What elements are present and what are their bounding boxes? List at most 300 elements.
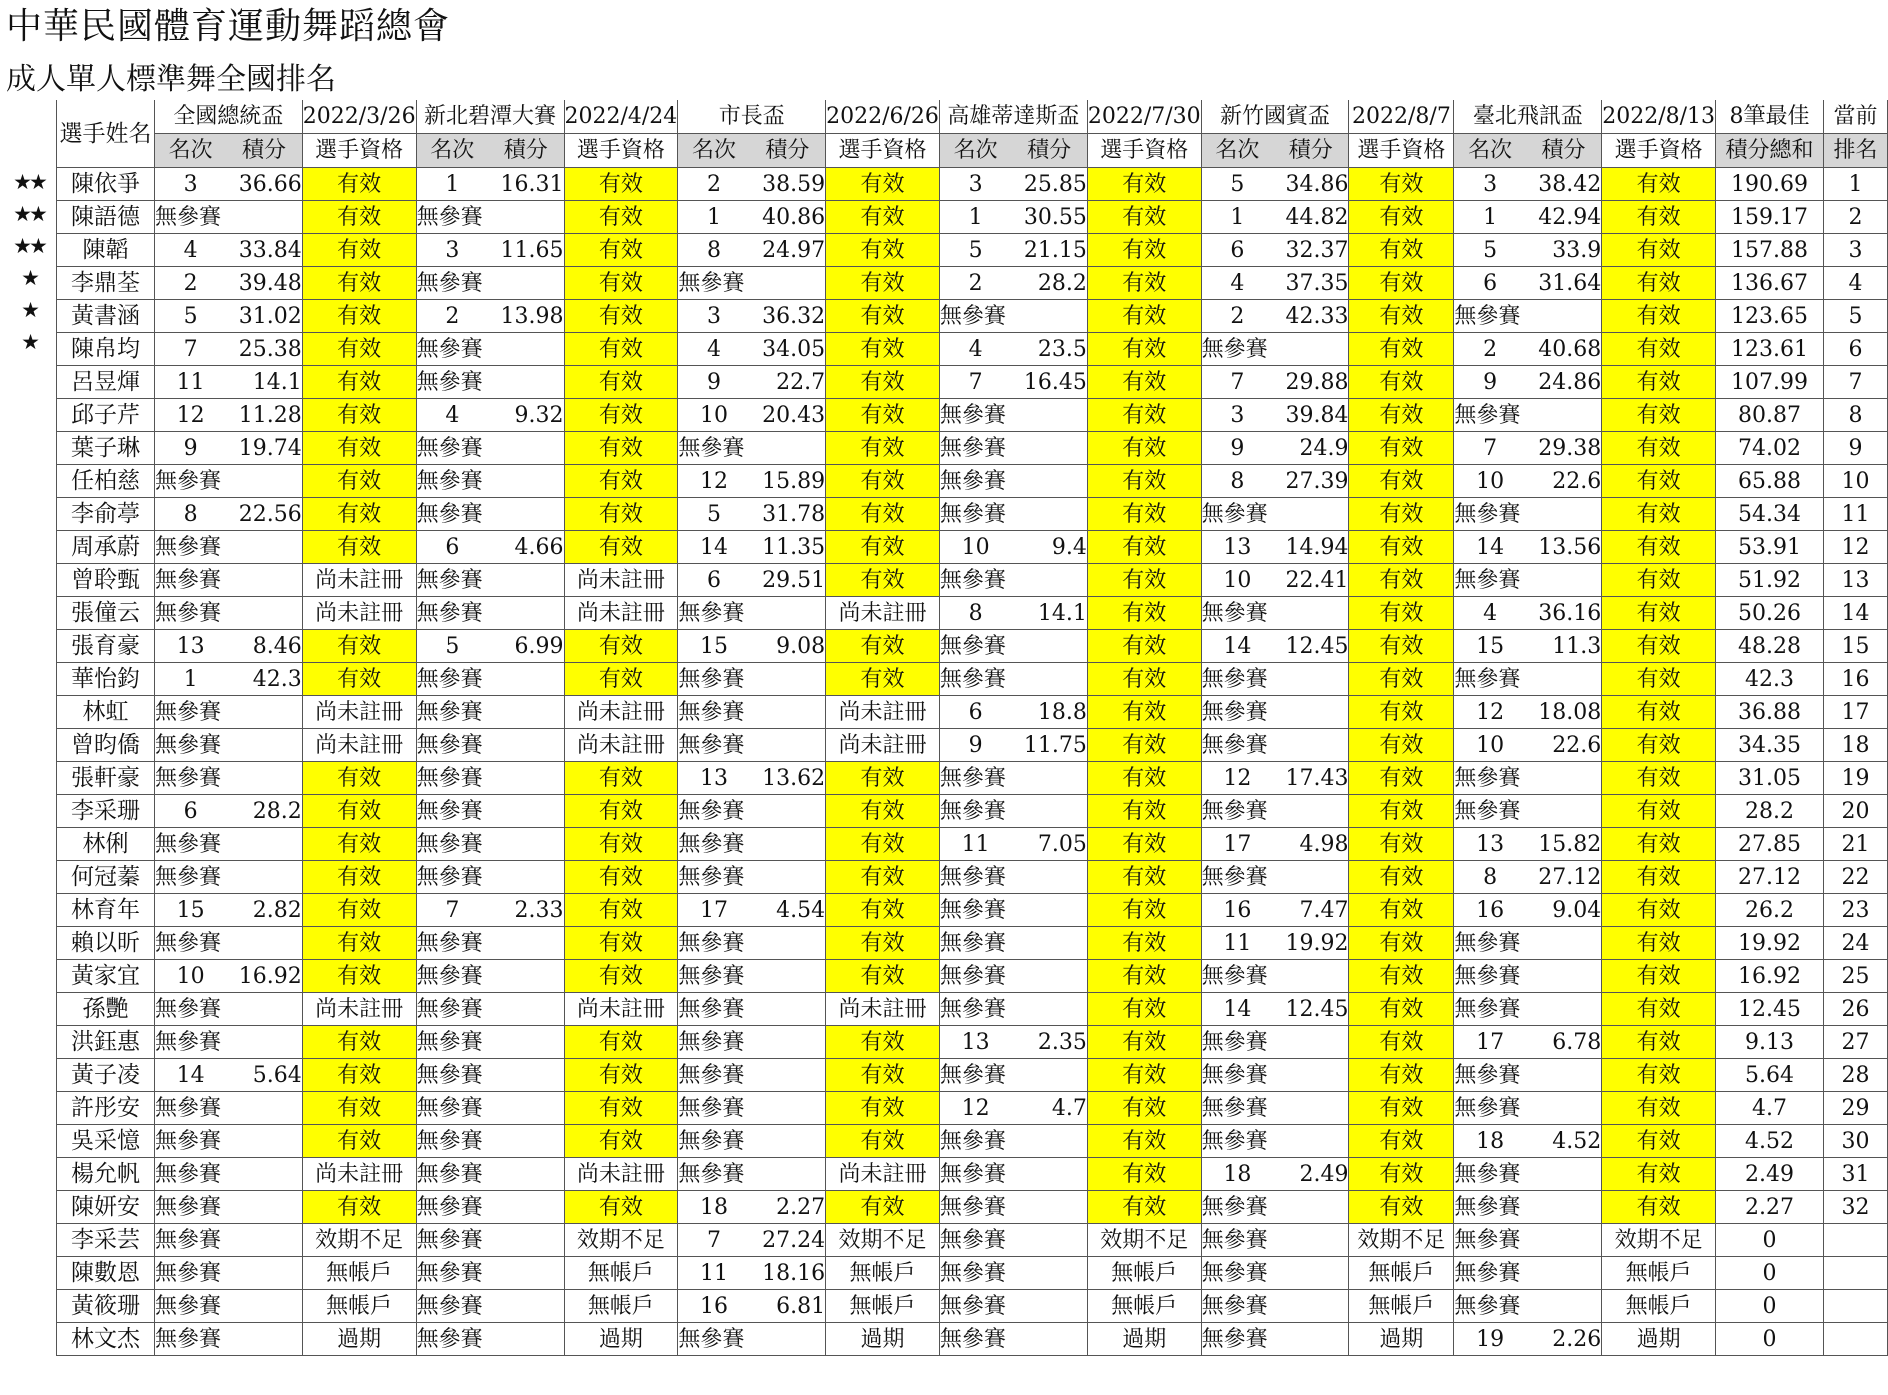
points-cell: 27.12	[1526, 861, 1602, 894]
eligibility-cell: 尚未註冊	[826, 597, 940, 630]
eligibility-cell: 有效	[826, 795, 940, 828]
no-entry-cell: 無參賽	[939, 465, 1087, 498]
player-name: 孫艷	[57, 993, 155, 1026]
no-entry-cell: 無參賽	[154, 927, 302, 960]
placement-cell: 14	[1201, 993, 1273, 1026]
table-row	[57, 1257, 1888, 1290]
no-entry-cell: 無參賽	[154, 1026, 302, 1059]
eligibility-cell: 有效	[1087, 630, 1201, 663]
eligibility-cell: 有效	[564, 234, 678, 267]
eligibility-cell: 有效	[826, 267, 940, 300]
eligibility-cell: 尚未註冊	[826, 696, 940, 729]
table-row	[57, 399, 1888, 432]
current-rank-cell: 23	[1823, 894, 1887, 927]
eligibility-cell: 有效	[302, 366, 416, 399]
eligibility-cell: 無帳戶	[302, 1257, 416, 1290]
eligibility-cell: 無帳戶	[1087, 1257, 1201, 1290]
placement-cell: 14	[154, 1059, 226, 1092]
points-cell: 42.94	[1526, 201, 1602, 234]
player-name: 陳數恩	[57, 1257, 155, 1290]
points-cell: 12.45	[1273, 993, 1349, 1026]
current-rank-cell: 1	[1823, 168, 1887, 201]
no-entry-cell: 無參賽	[1454, 1191, 1602, 1224]
player-name: 李俞葶	[57, 498, 155, 531]
player-name: 邱子芹	[57, 399, 155, 432]
event-date-header: 2022/8/7	[1349, 100, 1454, 134]
eligibility-cell: 有效	[1349, 630, 1454, 663]
no-entry-cell: 無參賽	[1201, 1290, 1349, 1323]
eligibility-cell: 有效	[1087, 168, 1201, 201]
table-row	[57, 432, 1888, 465]
eligibility-cell: 有效	[826, 1125, 940, 1158]
no-entry-cell: 無參賽	[1454, 498, 1602, 531]
eligibility-cell: 過期	[1087, 1323, 1201, 1356]
eligibility-cell: 有效	[1087, 267, 1201, 300]
eligibility-cell: 無帳戶	[1349, 1257, 1454, 1290]
eligibility-cell: 有效	[302, 1026, 416, 1059]
eligibility-cell: 有效	[564, 531, 678, 564]
eligibility-cell: 有效	[826, 300, 940, 333]
table-row	[57, 762, 1888, 795]
placement-cell: 2	[678, 168, 750, 201]
points-subheader: 積分	[1526, 134, 1602, 168]
best-total-cell: 74.02	[1716, 432, 1824, 465]
no-entry-cell: 無參賽	[939, 1059, 1087, 1092]
eligibility-cell: 有效	[1087, 366, 1201, 399]
eligibility-cell: 有效	[1087, 1059, 1201, 1092]
no-entry-cell: 無參賽	[939, 663, 1087, 696]
player-name: 曾昀僑	[57, 729, 155, 762]
eligibility-cell: 有效	[1602, 894, 1716, 927]
placement-cell: 17	[1201, 828, 1273, 861]
eligibility-cell: 有效	[1087, 762, 1201, 795]
table-row	[57, 597, 1888, 630]
no-entry-cell: 無參賽	[678, 828, 826, 861]
placement-cell: 11	[1201, 927, 1273, 960]
star-rating: ★★	[13, 202, 45, 226]
eligibility-cell: 有效	[826, 1191, 940, 1224]
placement-cell: 4	[678, 333, 750, 366]
points-cell: 4.54	[750, 894, 826, 927]
player-name: 吳采憶	[57, 1125, 155, 1158]
player-name: 曾聆甄	[57, 564, 155, 597]
points-cell: 2.27	[750, 1191, 826, 1224]
eligibility-cell: 無帳戶	[826, 1257, 940, 1290]
player-name: 陳依爭	[57, 168, 155, 201]
eligibility-cell: 有效	[1349, 465, 1454, 498]
no-entry-cell: 無參賽	[154, 531, 302, 564]
points-cell: 28.2	[1011, 267, 1087, 300]
points-cell: 36.32	[750, 300, 826, 333]
points-cell: 16.92	[226, 960, 302, 993]
table-row	[57, 1224, 1888, 1257]
current-rank-cell: 12	[1823, 531, 1887, 564]
star-rating: ★★	[13, 234, 45, 258]
eligibility-cell: 過期	[1349, 1323, 1454, 1356]
eligibility-cell: 有效	[1602, 597, 1716, 630]
no-entry-cell: 無參賽	[1454, 1224, 1602, 1257]
points-cell: 31.78	[750, 498, 826, 531]
no-entry-cell: 無參賽	[416, 564, 564, 597]
placement-cell: 6	[1201, 234, 1273, 267]
placement-cell: 1	[939, 201, 1011, 234]
placement-cell: 12	[1454, 696, 1526, 729]
current-rank-cell: 21	[1823, 828, 1887, 861]
no-entry-cell: 無參賽	[678, 597, 826, 630]
eligibility-cell: 有效	[826, 498, 940, 531]
no-entry-cell: 無參賽	[154, 1191, 302, 1224]
no-entry-cell: 無參賽	[939, 993, 1087, 1026]
no-entry-cell: 無參賽	[416, 861, 564, 894]
current-rank-cell: 13	[1823, 564, 1887, 597]
no-entry-cell: 無參賽	[1454, 300, 1602, 333]
placement-cell: 1	[678, 201, 750, 234]
table-row	[57, 993, 1888, 1026]
eligibility-cell: 有效	[1349, 267, 1454, 300]
best-total-cell: 50.26	[1716, 597, 1824, 630]
best-total-cell: 27.12	[1716, 861, 1824, 894]
points-cell: 9.4	[1011, 531, 1087, 564]
placement-cell: 16	[1201, 894, 1273, 927]
placement-cell: 4	[939, 333, 1011, 366]
placement-cell: 15	[678, 630, 750, 663]
points-cell: 8.46	[226, 630, 302, 663]
table-row	[57, 894, 1888, 927]
placement-cell: 2	[1201, 300, 1273, 333]
table-row	[57, 333, 1888, 366]
eligibility-cell: 有效	[826, 366, 940, 399]
header-row-events	[57, 100, 1888, 134]
no-entry-cell: 無參賽	[1454, 399, 1602, 432]
player-name: 呂昱煇	[57, 366, 155, 399]
points-cell: 2.26	[1526, 1323, 1602, 1356]
points-cell: 2.49	[1273, 1158, 1349, 1191]
eligibility-cell: 有效	[1087, 1092, 1201, 1125]
no-entry-cell: 無參賽	[416, 432, 564, 465]
no-entry-cell: 無參賽	[1201, 696, 1349, 729]
eligibility-cell: 有效	[1349, 795, 1454, 828]
placement-cell: 8	[678, 234, 750, 267]
points-cell: 22.56	[226, 498, 302, 531]
points-cell: 2.35	[1011, 1026, 1087, 1059]
best-total-cell: 12.45	[1716, 993, 1824, 1026]
eligibility-cell: 有效	[564, 960, 678, 993]
eligibility-cell: 有效	[826, 960, 940, 993]
eligibility-cell: 有效	[826, 828, 940, 861]
table-row	[57, 927, 1888, 960]
current-rank-cell: 7	[1823, 366, 1887, 399]
player-name: 李鼎荃	[57, 267, 155, 300]
eligibility-cell: 有效	[1349, 960, 1454, 993]
points-cell: 6.81	[750, 1290, 826, 1323]
eligibility-cell: 有效	[302, 861, 416, 894]
event-date-header: 2022/6/26	[826, 100, 940, 134]
table-row	[57, 960, 1888, 993]
points-cell: 37.35	[1273, 267, 1349, 300]
no-entry-cell: 無參賽	[939, 1158, 1087, 1191]
placement-cell: 14	[1454, 531, 1526, 564]
placement-cell: 7	[1201, 366, 1273, 399]
eligibility-cell: 無帳戶	[302, 1290, 416, 1323]
eligibility-cell: 有效	[564, 498, 678, 531]
no-entry-cell: 無參賽	[416, 960, 564, 993]
placement-cell: 2	[154, 267, 226, 300]
no-entry-cell: 無參賽	[678, 696, 826, 729]
placement-cell: 3	[154, 168, 226, 201]
no-entry-cell: 無參賽	[1201, 729, 1349, 762]
points-cell: 39.48	[226, 267, 302, 300]
eligibility-cell: 有效	[302, 894, 416, 927]
points-cell: 15.82	[1526, 828, 1602, 861]
best-total-cell: 136.67	[1716, 267, 1824, 300]
no-entry-cell: 無參賽	[416, 597, 564, 630]
no-entry-cell: 無參賽	[678, 1125, 826, 1158]
eligibility-cell: 有效	[1602, 696, 1716, 729]
table-row	[57, 498, 1888, 531]
current-rank-cell: 27	[1823, 1026, 1887, 1059]
no-entry-cell: 無參賽	[678, 267, 826, 300]
placement-cell: 12	[154, 399, 226, 432]
table-row	[57, 1323, 1888, 1356]
placement-cell: 4	[1201, 267, 1273, 300]
best-total-cell: 9.13	[1716, 1026, 1824, 1059]
placement-cell: 1	[1201, 201, 1273, 234]
player-name: 黃子凌	[57, 1059, 155, 1092]
no-entry-cell: 無參賽	[416, 201, 564, 234]
table-row	[57, 1158, 1888, 1191]
eligibility-cell: 有效	[1087, 729, 1201, 762]
points-subheader: 積分	[488, 134, 564, 168]
eligibility-cell: 有效	[302, 1125, 416, 1158]
no-entry-cell: 無參賽	[416, 993, 564, 1026]
event-name-header: 全國總統盃	[154, 100, 302, 134]
no-entry-cell: 無參賽	[154, 1257, 302, 1290]
best-total-cell: 4.7	[1716, 1092, 1824, 1125]
eligibility-cell: 尚未註冊	[826, 993, 940, 1026]
eligibility-cell: 有效	[302, 267, 416, 300]
player-name: 張僮云	[57, 597, 155, 630]
eligibility-cell: 有效	[1349, 1092, 1454, 1125]
no-entry-cell: 無參賽	[1454, 564, 1602, 597]
points-subheader: 積分	[1273, 134, 1349, 168]
eligibility-cell: 有效	[1087, 564, 1201, 597]
current-rank-cell: 17	[1823, 696, 1887, 729]
no-entry-cell: 無參賽	[939, 1224, 1087, 1257]
placement-cell: 5	[678, 498, 750, 531]
player-name: 李采珊	[57, 795, 155, 828]
placement-cell: 12	[1201, 762, 1273, 795]
no-entry-cell: 無參賽	[939, 960, 1087, 993]
placement-cell: 3	[939, 168, 1011, 201]
points-cell: 29.88	[1273, 366, 1349, 399]
placement-cell: 17	[678, 894, 750, 927]
eligibility-cell: 有效	[1349, 597, 1454, 630]
best-total-cell: 19.92	[1716, 927, 1824, 960]
eligibility-cell: 有效	[564, 630, 678, 663]
status-subheader: 選手資格	[826, 134, 940, 168]
no-entry-cell: 無參賽	[939, 927, 1087, 960]
eligibility-cell: 有效	[826, 1059, 940, 1092]
eligibility-cell: 尚未註冊	[302, 696, 416, 729]
points-cell: 11.65	[488, 234, 564, 267]
placement-cell: 19	[1454, 1323, 1526, 1356]
placement-cell: 3	[416, 234, 488, 267]
points-cell: 25.38	[226, 333, 302, 366]
current-rank-cell: 14	[1823, 597, 1887, 630]
eligibility-cell: 有效	[1602, 1026, 1716, 1059]
placement-cell: 10	[1454, 729, 1526, 762]
current-rank-cell	[1823, 1257, 1887, 1290]
eligibility-cell: 有效	[1602, 630, 1716, 663]
no-entry-cell: 無參賽	[1201, 795, 1349, 828]
eligibility-cell: 有效	[826, 531, 940, 564]
no-entry-cell: 無參賽	[416, 1290, 564, 1323]
best-total-cell: 107.99	[1716, 366, 1824, 399]
player-name: 陳帛均	[57, 333, 155, 366]
table-row	[57, 201, 1888, 234]
eligibility-cell: 有效	[564, 432, 678, 465]
eligibility-cell: 無帳戶	[1349, 1290, 1454, 1323]
placement-cell: 5	[1454, 234, 1526, 267]
points-cell: 11.35	[750, 531, 826, 564]
points-cell: 24.86	[1526, 366, 1602, 399]
eligibility-cell: 有效	[1349, 1191, 1454, 1224]
current-rank-header-bottom: 排名	[1823, 134, 1887, 168]
best-total-cell: 0	[1716, 1224, 1824, 1257]
points-cell: 22.7	[750, 366, 826, 399]
no-entry-cell: 無參賽	[1201, 498, 1349, 531]
placement-cell: 15	[154, 894, 226, 927]
points-cell: 44.82	[1273, 201, 1349, 234]
current-rank-cell	[1823, 1323, 1887, 1356]
best-total-cell: 190.69	[1716, 168, 1824, 201]
table-row	[57, 729, 1888, 762]
eligibility-cell: 有效	[302, 432, 416, 465]
eligibility-cell: 有效	[1087, 828, 1201, 861]
no-entry-cell: 無參賽	[939, 1323, 1087, 1356]
current-rank-cell: 11	[1823, 498, 1887, 531]
current-rank-cell: 10	[1823, 465, 1887, 498]
best-total-cell: 51.92	[1716, 564, 1824, 597]
points-cell: 21.15	[1011, 234, 1087, 267]
eligibility-cell: 有效	[1349, 927, 1454, 960]
no-entry-cell: 無參賽	[678, 729, 826, 762]
placement-cell: 9	[678, 366, 750, 399]
no-entry-cell: 無參賽	[678, 663, 826, 696]
no-entry-cell: 無參賽	[1454, 795, 1602, 828]
ranking-table-body	[57, 100, 1888, 1356]
eligibility-cell: 有效	[1349, 201, 1454, 234]
eligibility-cell: 有效	[564, 1125, 678, 1158]
points-cell: 31.64	[1526, 267, 1602, 300]
placement-cell: 3	[1454, 168, 1526, 201]
no-entry-cell: 無參賽	[939, 795, 1087, 828]
ranking-table	[56, 100, 1888, 1356]
eligibility-cell: 有效	[1602, 498, 1716, 531]
eligibility-cell: 有效	[302, 960, 416, 993]
player-name: 黃家宜	[57, 960, 155, 993]
eligibility-cell: 有效	[564, 927, 678, 960]
placement-cell: 11	[154, 366, 226, 399]
placement-cell: 12	[939, 1092, 1011, 1125]
eligibility-cell: 無帳戶	[1087, 1290, 1201, 1323]
player-name: 任柏慈	[57, 465, 155, 498]
eligibility-cell: 有效	[1087, 399, 1201, 432]
eligibility-cell: 有效	[826, 927, 940, 960]
points-cell: 2.33	[488, 894, 564, 927]
player-name: 華怡鈞	[57, 663, 155, 696]
table-row	[57, 366, 1888, 399]
placement-cell: 4	[1454, 597, 1526, 630]
placement-cell: 2	[939, 267, 1011, 300]
eligibility-cell: 有效	[1602, 1059, 1716, 1092]
eligibility-cell: 有效	[1087, 432, 1201, 465]
eligibility-cell: 效期不足	[564, 1224, 678, 1257]
eligibility-cell: 有效	[1087, 1125, 1201, 1158]
best-total-cell: 31.05	[1716, 762, 1824, 795]
eligibility-cell: 有效	[826, 465, 940, 498]
star-rating: ★★	[13, 170, 45, 194]
placement-cell: 5	[939, 234, 1011, 267]
eligibility-cell: 有效	[302, 465, 416, 498]
page-subtitle: 成人單人標準舞全國排名	[6, 62, 336, 97]
no-entry-cell: 無參賽	[939, 1257, 1087, 1290]
no-entry-cell: 無參賽	[154, 696, 302, 729]
placement-cell: 18	[1201, 1158, 1273, 1191]
eligibility-cell: 有效	[302, 201, 416, 234]
points-cell: 29.38	[1526, 432, 1602, 465]
no-entry-cell: 無參賽	[1454, 927, 1602, 960]
best-total-cell: 42.3	[1716, 663, 1824, 696]
no-entry-cell: 無參賽	[416, 1257, 564, 1290]
eligibility-cell: 有效	[302, 927, 416, 960]
no-entry-cell: 無參賽	[154, 762, 302, 795]
points-cell: 33.9	[1526, 234, 1602, 267]
current-rank-cell: 31	[1823, 1158, 1887, 1191]
eligibility-cell: 有效	[1602, 828, 1716, 861]
table-row	[57, 267, 1888, 300]
no-entry-cell: 無參賽	[939, 300, 1087, 333]
points-cell: 7.05	[1011, 828, 1087, 861]
points-cell: 5.64	[226, 1059, 302, 1092]
points-cell: 40.86	[750, 201, 826, 234]
placement-cell: 9	[939, 729, 1011, 762]
eligibility-cell: 有效	[564, 399, 678, 432]
points-cell: 9.08	[750, 630, 826, 663]
no-entry-cell: 無參賽	[939, 894, 1087, 927]
eligibility-cell: 有效	[1349, 168, 1454, 201]
eligibility-cell: 有效	[1349, 828, 1454, 861]
eligibility-cell: 尚未註冊	[564, 729, 678, 762]
eligibility-cell: 有效	[564, 1026, 678, 1059]
eligibility-cell: 有效	[564, 861, 678, 894]
placement-cell: 11	[939, 828, 1011, 861]
points-cell: 17.43	[1273, 762, 1349, 795]
no-entry-cell: 無參賽	[1454, 1092, 1602, 1125]
eligibility-cell: 有效	[1087, 795, 1201, 828]
eligibility-cell: 有效	[1602, 267, 1716, 300]
points-cell: 42.3	[226, 663, 302, 696]
points-cell: 25.85	[1011, 168, 1087, 201]
no-entry-cell: 無參賽	[678, 1323, 826, 1356]
placement-cell: 1	[416, 168, 488, 201]
current-rank-cell: 5	[1823, 300, 1887, 333]
best-total-cell: 0	[1716, 1257, 1824, 1290]
placement-cell: 13	[154, 630, 226, 663]
event-name-header: 高雄蒂達斯盃	[939, 100, 1087, 134]
player-name: 楊允帆	[57, 1158, 155, 1191]
table-row	[57, 795, 1888, 828]
